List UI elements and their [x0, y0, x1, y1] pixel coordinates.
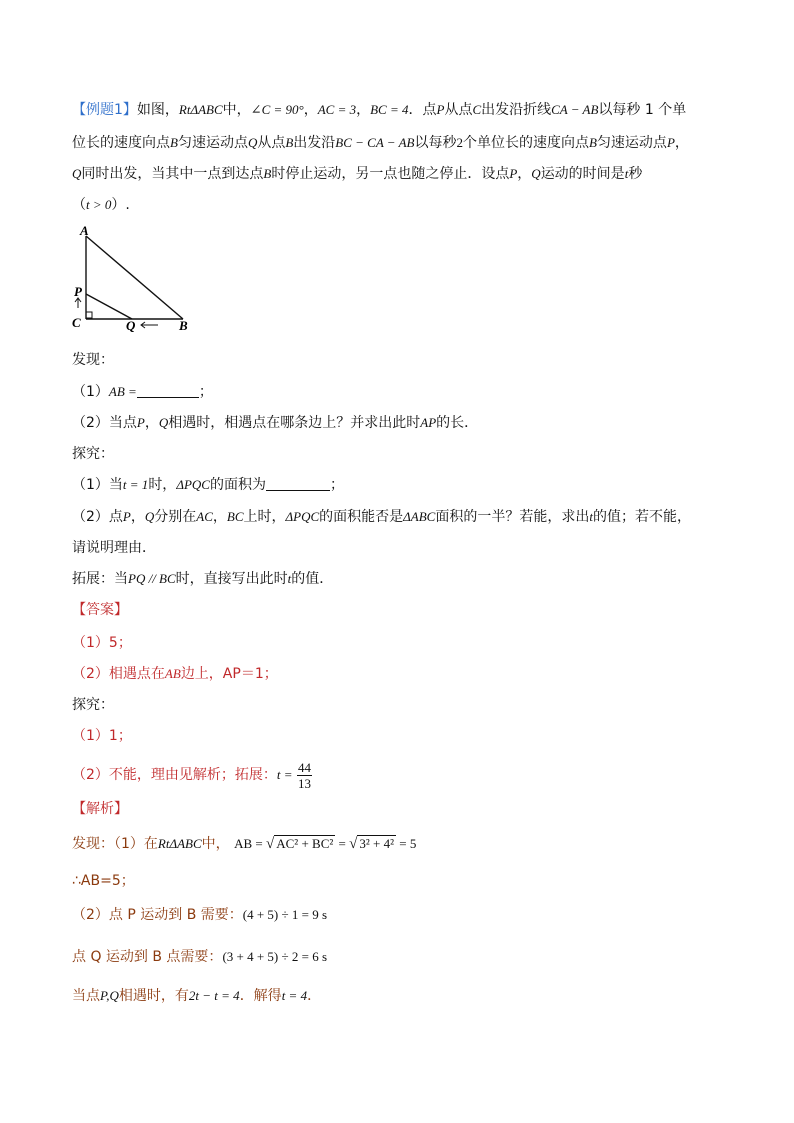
- label-c: C: [72, 315, 81, 330]
- fraction-44-13: $\frac{44}{13}$: [298, 759, 312, 791]
- explore-q2: （2）点P，Q分别在AC，BC上时，ΔPQC的面积能否是ΔABC面积的一半？若能，求出t的值；若不能，: [72, 509, 691, 525]
- analysis-line-5: 当点P,Q相遇时，有2t − t = 4．解得t = 4．: [72, 988, 322, 1004]
- problem-line-2: 位长的速度向点B匀速运动点Q从点B出发沿BC − CA − AB以每秒2个单位长的速度向点B匀速运动点P，: [72, 135, 689, 151]
- side-ab: [86, 236, 183, 319]
- analysis-line-3: （2）点 P 运动到 B 需要：(4 + 5) ÷ 1 = 9 s: [72, 907, 328, 923]
- segment-pq: [86, 294, 132, 319]
- pythagorean-formula: AB = √ AC² + BC² = √ 3² + 4² = 5: [234, 836, 417, 852]
- right-angle-mark: [86, 312, 92, 318]
- arrow-up-icon: [75, 298, 81, 308]
- problem-line-3: Q同时出发，当其中一点到达点B时停止运动，另一点也随之停止．设点P，Q运动的时间是t秒: [72, 166, 643, 182]
- discover-q2: （2）当点P，Q相遇时，相遇点在哪条边上？并求出此时AP的长．: [72, 415, 479, 431]
- answer-4: （2）不能，理由见解析；拓展：t = $\frac{44}{13}$: [72, 759, 312, 791]
- triangle-figure: [66, 222, 196, 334]
- label-b: B: [179, 318, 188, 333]
- label-a: A: [80, 223, 89, 238]
- explore-q1: （1）当t = 1时，ΔPQC的面积为 ；: [72, 477, 344, 493]
- analysis-line-4: 点 Q 运动到 B 点需要：(3 + 4 + 5) ÷ 2 = 6 s: [72, 949, 328, 965]
- answer-1: （1）5；: [72, 635, 132, 651]
- arrow-left-icon: [141, 322, 158, 328]
- analysis-heading: 【解析】: [72, 801, 128, 817]
- discover-heading: 发现：: [72, 352, 114, 368]
- example-tag: 【例题1】: [72, 102, 137, 118]
- answer-heading: 【答案】: [72, 602, 128, 618]
- extend-line: 拓展：当PQ // BC时，直接写出此时t的值．: [72, 571, 334, 587]
- explore-heading: 探究：: [72, 446, 114, 462]
- answer-blank[interactable]: [266, 476, 330, 491]
- problem-line-4: （t > 0）.: [72, 197, 130, 213]
- label-p: P: [74, 284, 82, 299]
- answer-blank[interactable]: [137, 383, 199, 398]
- analysis-line-2: ∴AB=5；: [72, 873, 135, 889]
- answer-2: （2）相遇点在AB边上，AP＝1；: [72, 666, 278, 682]
- analysis-line-1: 发现：（1）在RtΔABC中， AB = √ AC² + BC² = √ 3² + 4² = 5: [72, 836, 417, 852]
- problem-line-1: 【例题1】如图，RtΔABC中，∠C = 90°，AC = 3，BC = 4．点P从点C出发沿折线CA − AB以每秒 1 个单: [72, 102, 687, 118]
- label-q: Q: [126, 318, 136, 333]
- discover-q1: （1）AB = ；: [72, 384, 213, 400]
- answer-3: （1）1；: [72, 728, 132, 744]
- explore-q2-cont: 请说明理由．: [72, 540, 156, 556]
- answer-explore: 探究：: [72, 697, 114, 713]
